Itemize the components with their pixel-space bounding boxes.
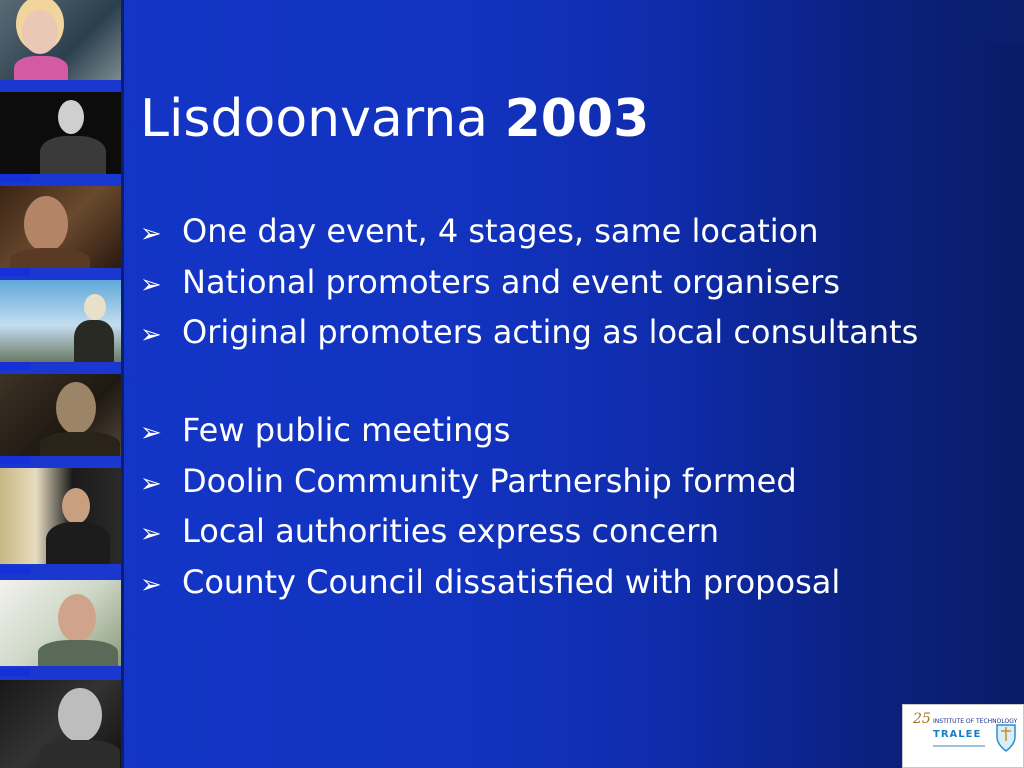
institute-logo — [902, 704, 1024, 768]
photo-strip — [0, 0, 121, 768]
bullet-item — [140, 208, 1010, 259]
strip-tab — [0, 362, 30, 370]
bullet-text: National promoters and event organisers — [182, 262, 840, 301]
bullet-text: County Council dissatisfied with proposal — [182, 562, 841, 601]
arrow-bullet-icon: ➢ — [140, 320, 162, 350]
logo-institute-line: INSTITUTE OF TECHNOLOGY — [933, 718, 1018, 725]
musician-photo-7 — [0, 580, 121, 666]
strip-tab — [0, 268, 30, 276]
arrow-bullet-icon: ➢ — [140, 418, 162, 448]
musician-photo-3 — [0, 186, 121, 268]
musician-photo-6 — [0, 468, 121, 564]
strip-tab — [0, 456, 30, 464]
bullet-item — [140, 458, 1010, 509]
arrow-bullet-icon: ➢ — [140, 569, 162, 600]
bullet-text: One day event, 4 stages, same location — [182, 212, 819, 250]
musician-photo-5 — [0, 374, 121, 456]
bullet-item — [140, 259, 1010, 310]
title-year: 2003 — [504, 89, 650, 149]
musician-photo-4 — [0, 280, 121, 362]
logo-name: TRALEE — [933, 729, 982, 740]
strip-divider — [121, 0, 124, 768]
bullet-item — [140, 559, 1010, 610]
musician-photo-1 — [0, 0, 121, 80]
bullet-item — [140, 309, 1010, 360]
strip-tab — [0, 174, 30, 182]
bullet-item — [140, 508, 1010, 559]
slide-title — [140, 88, 649, 150]
logo-divider — [933, 745, 985, 747]
strip-tab — [0, 566, 30, 574]
title-text: Lisdoonvarna — [140, 89, 489, 149]
musician-photo-8 — [0, 680, 121, 768]
bullet-text: Doolin Community Partnership formed — [182, 461, 797, 500]
bullet-list — [140, 208, 1010, 609]
arrow-bullet-icon: ➢ — [140, 519, 162, 549]
arrow-bullet-icon: ➢ — [140, 269, 162, 300]
logo-anniversary-number: 25 — [913, 711, 931, 727]
arrow-bullet-icon: ➢ — [140, 219, 162, 249]
bullet-text: Few public meetings — [182, 411, 511, 449]
arrow-bullet-icon: ➢ — [140, 468, 162, 499]
strip-tab — [0, 668, 30, 676]
crest-icon — [995, 721, 1017, 753]
musician-photo-2 — [0, 92, 121, 174]
bullet-text: Original promoters acting as local consultants — [182, 313, 919, 351]
bullet-item — [140, 407, 1010, 458]
bullet-text: Local authorities express concern — [182, 512, 720, 550]
